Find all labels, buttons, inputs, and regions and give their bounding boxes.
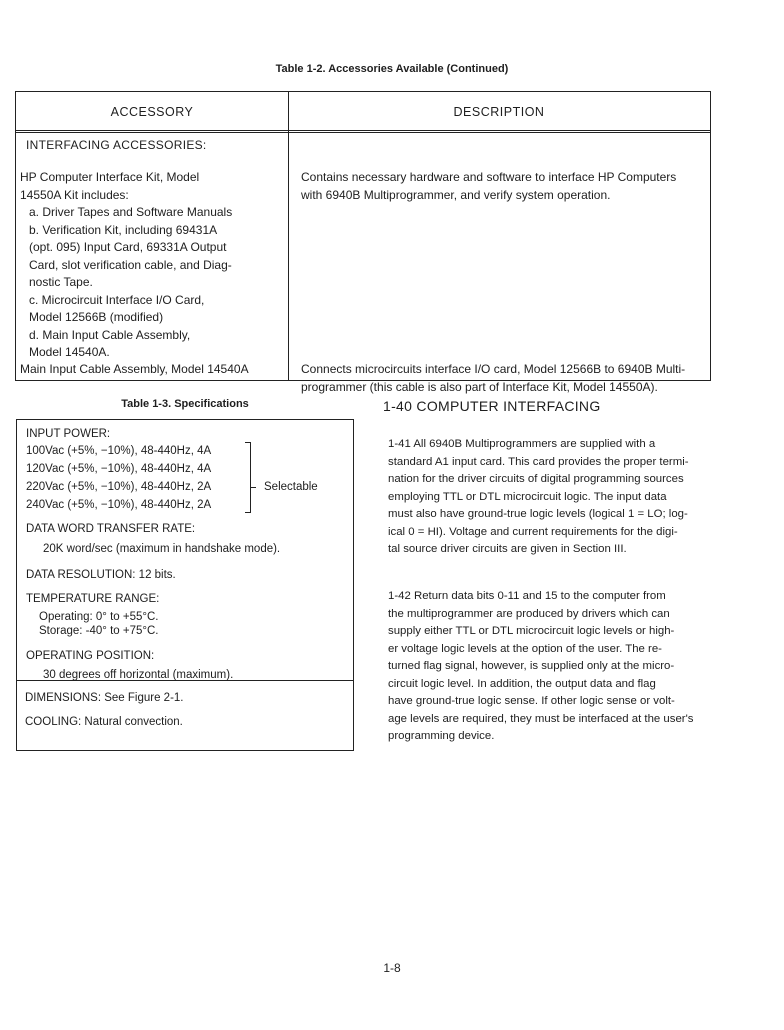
specifications-box-bottom — [16, 681, 354, 751]
paragraph-1-42: 1-42 Return data bits 0-11 and 15 to the computer from the multiprogrammer are produced by drivers which can supply either TTL or DTL microcircuit logic levels or high- er voltage logic levels at the option of the user. The re- turned flag signal, however, is supplied only at the micro- circuit logic level. In addition, the output data and flag have ground-true logic sense. If other logic sense or volt- age levels are required, they must be interfaced at the user's programming device. — [388, 590, 694, 742]
section-heading: 1-40 COMPUTER INTERFACING — [383, 398, 601, 414]
page-number: 1-8 — [383, 961, 401, 975]
row1-accessory: HP Computer Interface Kit, Model 14550A Kit includes: a. Driver Tapes and Software Manuals b. Verification Kit, including 69431A (opt. 095) Input Card, 69331A Output Card, slot verification cable, and Diag- nostic Tape. c. Microcircuit Interface I/O Card, Model 12566B (modified) d. Main Input Cable Assembly, Model 14540A. — [20, 170, 233, 359]
section-heading-interfacing: INTERFACING ACCESSORIES: — [26, 138, 207, 152]
bracket-tick — [250, 487, 256, 488]
column-header-accessory: ACCESSORY — [110, 105, 194, 119]
dimensions-spec: DIMENSIONS: See Figure 2-1. — [25, 692, 184, 704]
selectable-label: Selectable — [264, 481, 318, 493]
row2-accessory: Main Input Cable Assembly, Model 14540A — [20, 362, 249, 376]
column-header-description: DESCRIPTION — [453, 105, 545, 119]
paragraph-1-41: 1-41 All 6940B Multiprogrammers are supplied with a standard A1 input card. This card provides the proper termi- nation for the driver circuits of digital programming sources employing TTL or DTL microcircuit logic. The input data must also have ground-true logic levels (logical 1 = LO; log- ical 0 = HI). Voltage and current requirements for the digi- tal source driver circuits are given in Section III. — [388, 438, 689, 555]
accessories-table — [15, 91, 711, 394]
operating-position-value: 30 degrees off horizontal (maximum). — [43, 669, 234, 681]
specifications-box — [16, 419, 354, 681]
input-power-label: INPUT POWER: — [26, 428, 111, 440]
selection-bracket — [245, 442, 251, 513]
transfer-rate-value: 20K word/sec (maximum in handshake mode). — [43, 543, 281, 555]
input-power-line: 240Vac (+5%, −10%), 48-440Hz, 2A — [26, 499, 212, 511]
row2-description: Connects microcircuits interface I/O card, Model 12566B to 6940B Multi- programmer (this cable is also part of Interface Kit, Model 14550A). — [301, 362, 686, 394]
temperature-operating: Operating: 0° to +55°C. — [39, 611, 159, 623]
input-power-line: 120Vac (+5%, −10%), 48-440Hz, 4A — [26, 463, 212, 475]
operating-position-label: OPERATING POSITION: — [26, 650, 155, 662]
temperature-label: TEMPERATURE RANGE: — [26, 593, 160, 605]
data-resolution: DATA RESOLUTION: 12 bits. — [26, 569, 176, 581]
input-power-line: 220Vac (+5%, −10%), 48-440Hz, 2A — [26, 481, 212, 493]
temperature-storage: Storage: -40° to +75°C. — [39, 625, 159, 637]
transfer-rate-label: DATA WORD TRANSFER RATE: — [26, 523, 196, 535]
row1-description: Contains necessary hardware and software to interface HP Computers with 6940B Multiprogrammer, and verify system operation. — [301, 170, 677, 202]
cooling-spec: COOLING: Natural convection. — [25, 716, 183, 728]
table-1-3-title: Table 1-3. Specifications — [121, 398, 249, 410]
table-1-2-title: Table 1-2. Accessories Available (Continued) — [275, 63, 509, 75]
input-power-line: 100Vac (+5%, −10%), 48-440Hz, 4A — [26, 445, 212, 457]
column-divider — [288, 92, 289, 380]
